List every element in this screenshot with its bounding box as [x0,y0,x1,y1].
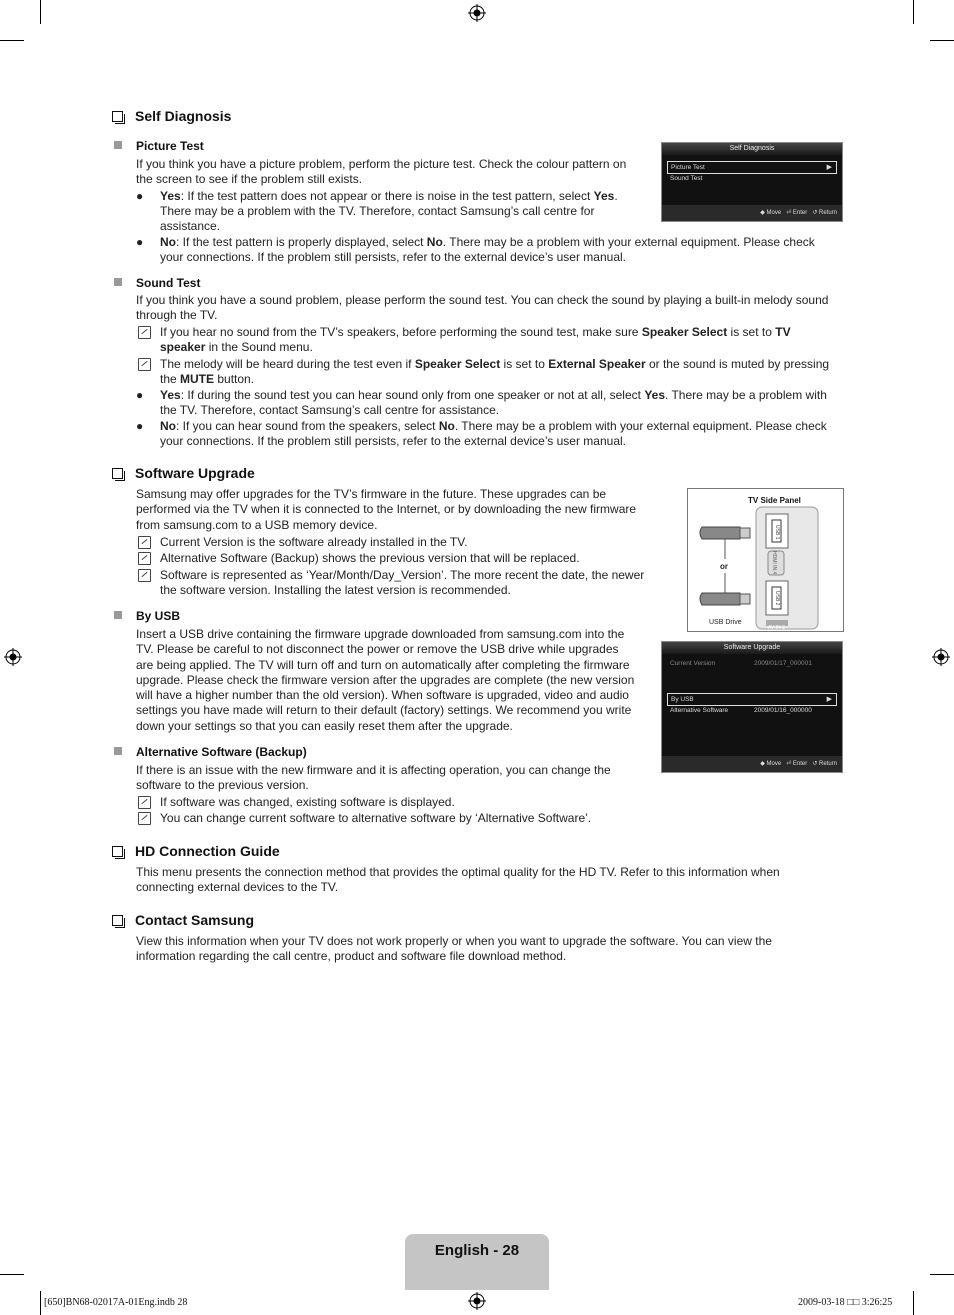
note-text: Alternative Software (Backup) shows the previous version that will be replaced. [160,551,580,565]
note-item [136,357,846,389]
note-text: If software was changed, existing software is displayed. [160,795,455,809]
text: . There may be a problem with [665,388,827,402]
note-icon [138,812,151,825]
crop-mark [913,1291,914,1315]
move-icon: ◆ [760,210,765,216]
text-line: information regarding the call centre, product and software file download method. [136,949,567,964]
av-in-label: AV IN 2 [768,625,785,631]
bullet-item-no [136,419,846,451]
text: or the sound is muted by pressing [645,357,830,371]
section-heading-contact-samsung [112,913,254,928]
section-title: HD Connection Guide [135,843,280,859]
text-line: your connections. If the problem still persists, refer to the external device’s user manual. [160,434,627,448]
screen-title: Self Diagnosis [662,143,842,155]
registration-mark-icon [932,648,950,666]
bold-term: Speaker Select [641,325,728,339]
subheading-picture-test [114,139,204,154]
bold-term: No [160,419,176,433]
subheading-sound-test [114,276,200,291]
bold-term: TV [775,325,791,339]
crop-mark [913,0,914,24]
section-heading-software-upgrade [112,466,255,481]
bold-term: External Speaker [548,357,646,371]
registration-mark-icon [468,4,486,22]
screen-title: Software Upgrade [662,642,842,654]
text: the [160,372,181,386]
usb-port-1-label: USB 1 [774,525,780,540]
paragraph [136,865,856,896]
text-line: your connections. If the problem still persists, refer to the external device’s user manual. [160,250,627,264]
text-line: There may be a problem with the TV. Therefore, contact Samsung’s call centre for [160,204,595,218]
text: The melody will be heard during the test even if [160,357,415,371]
subheading-text: By USB [136,609,181,623]
bold-term: No [438,419,455,433]
checkbox-bullet-icon [112,846,123,857]
bold-term: Yes [160,388,181,402]
bold-term: Yes [644,388,666,402]
note-item [136,811,656,827]
paragraph [136,627,656,734]
footer-move: Move [766,761,782,767]
registration-mark-icon [468,1292,486,1310]
tv-side-panel-illustration [687,488,844,632]
bold-term: speaker [160,340,206,354]
footer-enter: Enter [792,761,808,767]
square-bullet-icon [114,278,122,286]
text-line: If you think you have a sound problem, please perform the sound test. You can check the sound by playing a built-in melody sound [136,293,829,307]
note-icon [138,569,151,582]
checkbox-bullet-icon [112,468,123,479]
footer-return: Return [818,761,837,767]
print-date-info: 2009-03-18 □□ 3:26:25 [798,1297,893,1308]
text: : If the test pattern is properly displayed, select [176,235,427,249]
menu-item-alternative-software[interactable] [667,705,837,716]
text-line: Software is represented as ‘Year/Month/Day_Version’. The more recent the date, the newer [160,568,645,582]
text: : If during the sound test you can hear sound only from one speaker or not at all, select [180,388,645,402]
menu-item-label: Picture Test [671,164,705,171]
text-line: This menu presents the connection method that provides the optimal quality for the HD TV. Refer to this information when [136,865,780,879]
text-line: down your settings so that you can easily reset them after the upgrade. [136,718,513,733]
note-icon [138,358,151,371]
text-line: View this information when your TV does not work properly or when you want to upgrade the software. You can view the [136,934,772,948]
note-item [136,325,846,357]
usb-port-2-label: USB 2 [774,591,780,606]
section-heading-self-diagnosis [112,109,231,124]
bullet-item-no [136,235,846,267]
text-line: the software version. Installing the latest version is recommended. [160,583,511,597]
screen-footer [662,205,842,221]
crop-mark [930,40,954,41]
bold-term: No [160,235,176,249]
menu-item-label: By USB [671,696,694,703]
paragraph [136,157,626,188]
footer-move: Move [766,210,782,216]
text-line: through the TV. [136,308,218,323]
menu-item-sound-test[interactable] [667,173,837,184]
crop-mark [40,0,41,24]
text: : If the test pattern does not appear or there is noise in the test pattern, select [180,189,594,203]
note-icon [138,536,151,549]
text: : If you can hear sound from the speakers, select [176,419,439,433]
arrow-right-icon: ▶ [826,164,832,171]
or-label: or [720,562,728,571]
bold-term: Speaker Select [414,357,501,371]
alternative-version-value: 2009/01/16_000000 [754,707,812,714]
arrow-right-icon: ▶ [826,696,832,703]
text-line: Samsung may offer upgrades for the TV’s firmware in the future. These upgrades can be [136,487,607,501]
paragraph [136,487,666,533]
return-icon: ↺ [812,210,818,216]
text-line: TV. Please be careful to not disconnect the power or remove the USB drive while upgrades [136,642,619,657]
note-item [136,535,656,551]
text-line: Insert a USB drive containing the firmware upgrade downloaded from samsung.com into the [136,627,625,641]
bold-term: Yes [593,189,615,203]
subheading-text: Picture Test [136,139,204,153]
enter-icon: ⏎ [786,761,792,767]
footer-enter: Enter [792,210,808,216]
paragraph [136,293,856,324]
subheading-text: Sound Test [136,276,201,290]
menu-item-label: Sound Test [670,175,703,182]
panel-title: TV Side Panel [748,496,801,505]
bold-term: No [426,235,443,249]
move-icon: ◆ [760,761,765,767]
text-line: assistance. [160,219,221,233]
note-item [136,795,656,811]
text: button. [214,372,255,386]
bold-term: MUTE [180,372,215,386]
software-upgrade-screen [661,641,843,773]
text-line: from samsung.com to a USB memory device. [136,517,378,532]
note-icon [138,552,151,565]
text: . There may be a problem with your external equipment. Please check [442,235,815,249]
note-icon [138,326,151,339]
text: If you hear no sound from the TV’s speakers, before performing the sound test, make sure [160,325,642,339]
page-number-tab [405,1234,549,1290]
note-text: Current Version is the software already installed in the TV. [160,535,468,549]
usb-drive-label: USB Drive [709,619,742,626]
bullet-dot-icon: ● [136,189,144,203]
subheading-alternative-software [114,745,307,760]
crop-mark [930,1274,954,1275]
text-line: settings you have made will return to their default (factory) settings. We recommend you write [136,703,632,718]
section-title: Software Upgrade [135,465,255,481]
square-bullet-icon [114,611,122,619]
text: is set to [500,357,549,371]
hdmi-port-label: HDMI IN 4 [771,551,777,575]
menu-item-label: Alternative Software [670,707,729,714]
print-file-info: [650]BN68-02017A-01Eng.indb 28 [44,1297,188,1308]
current-version-row [667,658,837,669]
note-item [136,551,656,567]
text-line: the screen to see if the problem still exists. [136,172,363,187]
note-icon [138,796,151,809]
current-version-label: Current Version [670,660,716,667]
current-version-value: 2009/01/17_000001 [754,660,812,667]
bullet-item-yes [136,388,846,420]
note-item [136,568,666,600]
text-line: If there is an issue with the new firmware and it is affecting operation, you can change the [136,763,611,777]
bullet-dot-icon: ● [136,419,144,433]
enter-icon: ⏎ [786,210,792,216]
crop-mark [0,1274,24,1275]
square-bullet-icon [114,747,122,755]
text-line: the TV. Therefore, contact Samsung’s call centre for assistance. [160,403,500,417]
text-line: upgrade. Please check the firmware version after the upgrades are complete (the new version [136,672,635,687]
crop-mark [0,40,24,41]
crop-mark [40,1291,41,1315]
bullet-item-yes [136,189,656,235]
bullet-dot-icon: ● [136,388,144,402]
page-number: English - 28 [434,1242,520,1259]
checkbox-bullet-icon [112,915,123,926]
section-title: Contact Samsung [135,912,255,928]
text-line: connecting external devices to the TV. [136,880,339,895]
bold-term: Yes [160,189,181,203]
text-line: performed via the TV when it is connected to the Internet, or by downloading the new firmware [136,502,637,517]
paragraph [136,934,856,965]
subheading-by-usb [114,609,180,624]
text-line: If you think you have a picture problem, perform the picture test. Check the colour pattern on [136,157,627,171]
section-title: Self Diagnosis [135,108,232,124]
screen-footer [662,756,842,772]
registration-mark-icon [4,648,22,666]
self-diagnosis-screen [661,142,843,222]
text: . [614,189,618,203]
note-text: You can change current software to alternative software by ‘Alternative Software’. [160,811,592,825]
text: is set to [727,325,776,339]
subheading-text: Alternative Software (Backup) [136,745,307,759]
checkbox-bullet-icon [112,111,123,122]
text-line: software to the previous version. [136,778,309,793]
footer-return: Return [818,210,837,216]
paragraph [136,763,656,794]
text-line: will have a higher number than the old version). When software is upgraded, video and audio [136,688,629,703]
text-line: are being applied. The TV will turn off and turn on automatically after completing the firmware [136,657,630,672]
bullet-dot-icon: ● [136,235,144,249]
text: . There may be a problem with your external equipment. Please check [454,419,827,433]
return-icon: ↺ [812,761,818,767]
text: in the Sound menu. [205,340,313,354]
square-bullet-icon [114,141,122,149]
section-heading-hd-connection-guide [112,844,280,859]
